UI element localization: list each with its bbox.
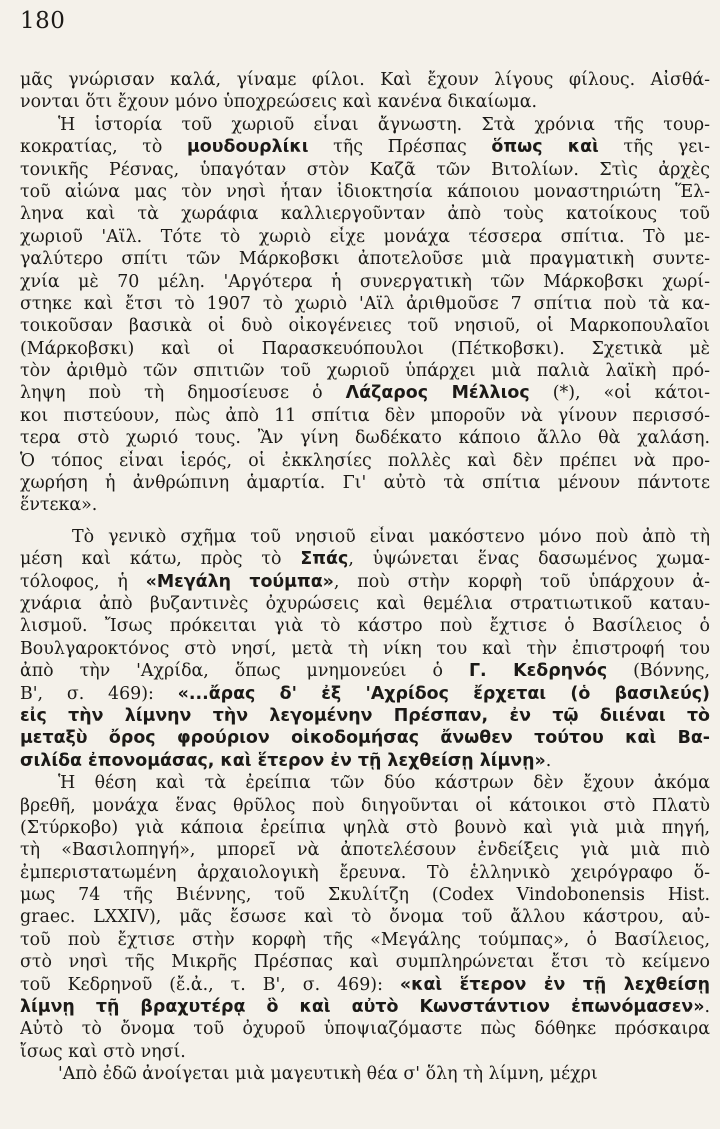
text-segment: κοκρατίας, τὸ bbox=[20, 137, 188, 158]
text-segment: τοῦ ποὺ ἔχτισε στὴν κορφὴ τῆς «Μεγάλης τούμπας», ὁ Βασίλειος, bbox=[20, 929, 710, 950]
text-line bbox=[20, 996, 710, 1018]
text-line bbox=[20, 750, 710, 772]
text-line bbox=[20, 494, 710, 516]
text-line bbox=[20, 615, 710, 637]
text-segment: ἀπὸ τὴν 'Αχρίδα, ὅπως μνημονεύει ὁ bbox=[20, 661, 469, 682]
text-line bbox=[20, 929, 710, 951]
text-segment: , ὑψώνεται ἕνας δασωμένος χωμα- bbox=[348, 549, 710, 570]
body-text bbox=[20, 69, 710, 1086]
bold-text-segment: μεταξὺ ὄρος φρούριον οἰκοδομήσας ἄνωθεν τούτου καὶ Βα- bbox=[20, 728, 710, 749]
text-segment: (Μάρκοβσκι) καὶ οἱ Παρασκευόπουλοι (Πέτκοβσκι). Σχετικὰ μὲ bbox=[20, 338, 710, 359]
text-line bbox=[20, 1018, 710, 1040]
text-line bbox=[20, 226, 710, 248]
bold-text-segment: Σπάς bbox=[300, 549, 349, 570]
text-segment: τῆς Πρέσπας bbox=[308, 137, 492, 158]
paragraph bbox=[20, 69, 710, 114]
text-line bbox=[20, 248, 710, 270]
text-segment: τοῦ αἰώνα μας τὸν νησὶ ἦταν ἰδιοκτησία κάποιου μοναστηριώτη Ἕλ- bbox=[20, 181, 710, 202]
text-segment: στὸ νησὶ τῆς Μικρῆς Πρέσπας καὶ συμπληρώνεται ἔτσι τὸ κείμενο bbox=[20, 952, 710, 973]
text-segment: γαλύτερο σπίτι τῶν Μάρκοβσκι ἀποτελοῦσε μιὰ πραγματικὴ συντε- bbox=[20, 249, 710, 270]
text-segment: μως 74 τῆς Βιέννης, τοῦ Σκυλίτζη (Codex Vindobonensis Hist. bbox=[20, 885, 710, 906]
text-line bbox=[20, 271, 710, 293]
text-segment: ληψη ποὺ τὴ δημοσίευσε ὁ bbox=[20, 383, 346, 404]
text-line bbox=[20, 450, 710, 472]
bold-text-segment: «...ἄρας δ' ἐξ 'Αχρίδος ἔρχεται (ὁ βασιλεύς) bbox=[177, 683, 710, 704]
bold-text-segment: εἰς τὴν λίμνην τὴν λεγομένην Πρέσπαν, ἐν τῷ διιέναι τὸ bbox=[20, 705, 710, 726]
text-line bbox=[20, 338, 710, 360]
text-segment: Β', σ. 469): bbox=[20, 683, 178, 704]
paragraph bbox=[20, 114, 710, 517]
text-segment: Ἡ θέση καὶ τὰ ἐρείπια τῶν δύο κάστρων δὲν ἔχουν ἀκόμα bbox=[58, 773, 710, 794]
text-line bbox=[20, 974, 710, 996]
text-segment: (Βόννης, bbox=[607, 661, 710, 682]
text-segment: στηκε καὶ ἔτσι τὸ 1907 τὸ χωριὸ 'Αϊλ ἀριθμοῦσε 7 σπίτια ποὺ τὰ κα- bbox=[20, 293, 710, 314]
bold-text-segment: λίμνῃ τῇ βραχυτέρᾳ ὃ καὶ αὐτὸ Κωνστάντιον ἐπωνόμασεν» bbox=[20, 997, 705, 1018]
text-line bbox=[20, 772, 710, 794]
text-segment: χωρήση ἡ ἀνθρώπινη ἁμαρτία. Γι' αὐτὸ τὰ σπίτια μένουν πάντοτε bbox=[20, 473, 710, 494]
paragraph bbox=[20, 772, 710, 1063]
text-segment: ἐμπεριστατωμένη ἀρχαιολογικὴ ἔρευνα. Τὸ ἑλληνικὸ χειρόγραφο ὅ- bbox=[20, 862, 710, 883]
text-segment: Βουλγαροκτόνος στὸ νησί, μετὰ τὴ νίκη του καὶ τὴν ἐπιστροφή του bbox=[20, 638, 710, 659]
text-line bbox=[20, 427, 710, 449]
page-number: 180 bbox=[20, 8, 66, 34]
text-line bbox=[20, 593, 710, 615]
text-segment: βρεθῆ, μονάχα ἕνας θρῦλος ποὺ διηγοῦνται οἱ κάτοικοι στὸ Πλατὺ bbox=[20, 795, 710, 816]
text-line bbox=[20, 839, 710, 861]
text-line bbox=[20, 1063, 710, 1085]
text-line bbox=[20, 571, 710, 593]
bold-text-segment: Γ. Κεδρηνός bbox=[468, 661, 608, 682]
text-segment: τοῦ Κεδρηνοῦ (ἔ.ἀ., τ. Β', σ. 469): bbox=[20, 974, 400, 995]
text-line bbox=[20, 548, 710, 570]
text-segment: , ποὺ στὴν κορφὴ τοῦ ὑπάρχουν ἀ- bbox=[333, 571, 710, 592]
text-line bbox=[20, 705, 710, 727]
text-segment: Ἡ ἱστορία τοῦ χωριοῦ εἶναι ἄγνωστη. Στὰ χρόνια τῆς τουρ- bbox=[58, 114, 710, 135]
paragraph bbox=[20, 1063, 710, 1085]
text-segment: λισμοῦ. Ἴσως πρόκειται γιὰ τὸ κάστρο ποὺ ἔχτισε ὁ Βασίλειος ὁ bbox=[20, 616, 710, 637]
bold-text-segment: μουδουρλίκι bbox=[187, 137, 309, 158]
text-segment: χνία μὲ 70 μέλη. 'Αργότερα ἡ συνεργατικὴ τῶν Μάρκοβσκι χωρί- bbox=[20, 271, 710, 292]
text-segment: τὸν ἀριθμὸ τῶν σπιτιῶν τοῦ χωριοῦ ὑπάρχει μιὰ παλιὰ λαϊκὴ πρό- bbox=[20, 361, 710, 382]
text-line bbox=[20, 862, 710, 884]
text-line bbox=[20, 795, 710, 817]
text-line bbox=[20, 181, 710, 203]
text-segment: (Στύρκοβο) γιὰ κάποια ἐρείπια ψηλὰ στὸ βουνὸ καὶ γιὰ μιὰ πηγή, bbox=[20, 817, 710, 838]
text-segment: Τὸ γενικὸ σχῆμα τοῦ νησιοῦ εἶναι μακόστενο μόνο ποὺ ἀπὸ τὴ bbox=[72, 526, 710, 547]
text-line bbox=[20, 526, 710, 548]
text-segment: χνάρια ἀπὸ βυζαντινὲς ὀχυρώσεις καὶ θεμέλια στρατιωτικοῦ καταυ- bbox=[20, 593, 710, 614]
text-line bbox=[20, 472, 710, 494]
text-line bbox=[20, 906, 710, 928]
text-segment: 'Απὸ ἐδῶ ἀνοίγεται μιὰ μαγευτικὴ θέα σ' ὅλη τὴ λίμνη, μέχρι bbox=[58, 1064, 598, 1085]
text-segment: ληνα καὶ τὰ χωράφια καλλιεργοῦνταν ἀπὸ τοὺς κατοίκους τοῦ bbox=[20, 204, 710, 225]
text-line bbox=[20, 951, 710, 973]
text-line bbox=[20, 315, 710, 337]
text-line bbox=[20, 660, 710, 682]
text-line bbox=[20, 817, 710, 839]
text-segment: τῆς γει- bbox=[598, 137, 710, 158]
text-line bbox=[20, 69, 710, 91]
text-line bbox=[20, 360, 710, 382]
text-line bbox=[20, 1041, 710, 1063]
text-segment: graec. LXXIV), μᾶς ἔσωσε καὶ τὸ ὄνομα τοῦ ἄλλου κάστρου, αὐ- bbox=[20, 907, 710, 928]
paragraph bbox=[20, 526, 710, 772]
text-line bbox=[20, 293, 710, 315]
text-line bbox=[20, 727, 710, 749]
text-segment: τόλοφος, ἡ bbox=[20, 571, 146, 592]
text-line bbox=[20, 683, 710, 705]
text-segment: (*), «οἱ κάτοι- bbox=[529, 383, 710, 404]
bold-text-segment: ὅπως καὶ bbox=[491, 137, 599, 158]
text-line bbox=[20, 91, 710, 113]
text-segment: . bbox=[704, 997, 710, 1018]
text-segment: τονικῆς Ρέσνας, ὑπαγόταν στὸν Καζᾶ τῶν Βιτολίων. Στὶς ἀρχὲς bbox=[20, 159, 710, 180]
text-segment: ἕντεκα». bbox=[20, 495, 98, 516]
text-line bbox=[20, 884, 710, 906]
text-line bbox=[20, 382, 710, 404]
text-segment: μᾶς γνώρισαν καλά, γίναμε φίλοι. Καὶ ἔχουν λίγους φίλους. Αἰσθά- bbox=[20, 70, 710, 90]
text-segment: Αὐτὸ τὸ ὄνομα τοῦ ὀχυροῦ ὑποψιαζόμαστε πὼς δόθηκε πρόσκαιρα bbox=[20, 1019, 710, 1040]
text-line bbox=[20, 405, 710, 427]
text-segment: Ὁ τόπος εἶναι ἱερός, οἱ ἐκκλησίες πολλὲς καὶ δὲν πρέπει νὰ προ- bbox=[20, 450, 710, 471]
bold-text-segment: σιλίδα ἐπονομάσας, καὶ ἕτερον ἐν τῇ λεχθείσῃ λίμνῃ» bbox=[20, 750, 546, 771]
text-line bbox=[20, 159, 710, 181]
text-line bbox=[20, 114, 710, 136]
text-segment: τερα στὸ χωριό τους. Ἂν γίνη δωδέκατο κάποιο ἄλλο θὰ χαλάση. bbox=[20, 428, 710, 449]
text-segment: τοικοῦσαν βασικὰ οἱ δυὸ οἰκογένειες τοῦ νησιοῦ, οἱ Μαρκοπουλαῖοι bbox=[20, 316, 710, 337]
text-segment: . bbox=[545, 750, 552, 771]
text-segment: τὴ «Βασιλοπηγή», μπορεῖ νὰ ἀποτελέσουν ἐνδείξεις γιὰ μιὰ πιὸ bbox=[20, 840, 710, 861]
text-line bbox=[20, 203, 710, 225]
bold-text-segment: Λάζαρος Μέλλιος bbox=[345, 383, 530, 404]
text-line bbox=[20, 638, 710, 660]
text-line bbox=[20, 136, 710, 158]
bold-text-segment: «Μεγάλη τούμπα» bbox=[145, 571, 334, 592]
text-segment: μέση καὶ κάτω, πρὸς τὸ bbox=[20, 549, 301, 570]
text-segment: κοι πιστεύουν, πὼς ἀπὸ 11 σπίτια δὲν μποροῦν νὰ γίνουν περισσό- bbox=[20, 405, 710, 426]
text-segment: χωριοῦ 'Αϊλ. Τότε τὸ χωριὸ εἶχε μονάχα τέσσερα σπίτια. Τὸ με- bbox=[20, 226, 710, 247]
text-segment: ἴσως καὶ στὸ νησί. bbox=[20, 1041, 186, 1062]
text-segment: νονται ὅτι ἔχουν μόνο ὑποχρεώσεις καὶ κανένα δικαίωμα. bbox=[20, 92, 537, 113]
bold-text-segment: «καὶ ἕτερον ἐν τῇ λεχθείσῃ bbox=[399, 974, 710, 995]
